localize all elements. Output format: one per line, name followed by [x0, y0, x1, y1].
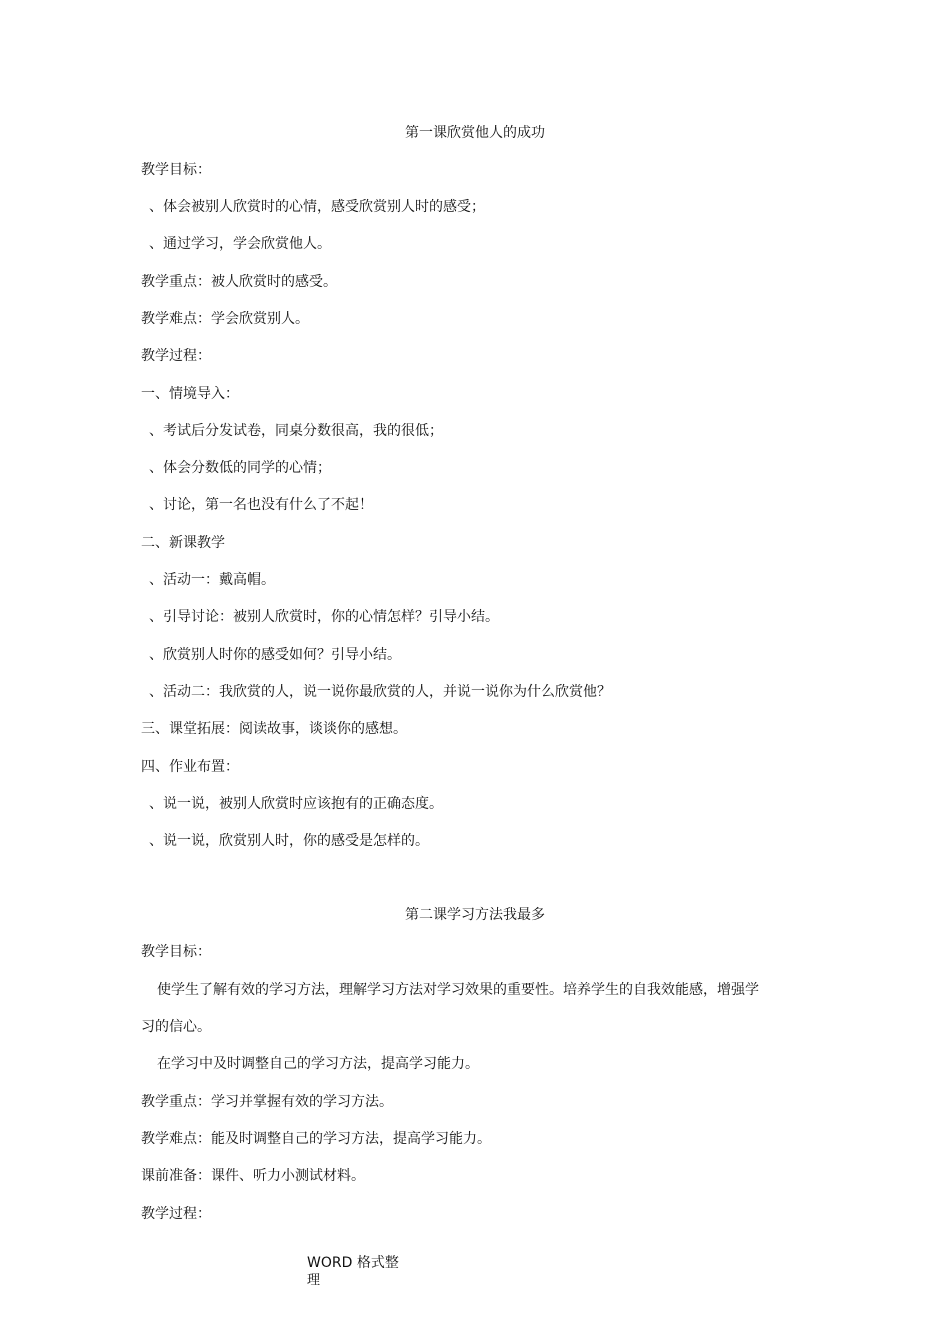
footer-line-1: WORD 格式整: [307, 1255, 399, 1271]
lesson1-list-item: 、说一说，被别人欣赏时应该抱有的正确态度。: [149, 796, 443, 812]
lesson1-section-heading: 四、作业布置：: [141, 759, 239, 775]
lesson2-process-heading: 教学过程：: [141, 1206, 211, 1222]
lesson1-objective-item: 、通过学习，学会欣赏他人。: [149, 236, 331, 252]
lesson1-title: 第一课欣赏他人的成功: [405, 125, 545, 141]
lesson1-objectives-heading: 教学目标：: [141, 162, 211, 178]
lesson1-process-heading: 教学过程：: [141, 348, 211, 364]
lesson1-list-item: 、讨论，第一名也没有什么了不起！: [149, 497, 373, 513]
lesson2-paragraph-continuation: 习的信心。: [141, 1019, 211, 1035]
lesson2-objectives-heading: 教学目标：: [141, 944, 211, 960]
lesson2-preparation: 课前准备：课件、听力小测试材料。: [141, 1168, 365, 1184]
lesson1-section-heading: 二、新课教学: [141, 535, 225, 551]
lesson1-key-point: 教学重点：被人欣赏时的感受。: [141, 274, 337, 290]
lesson2-paragraph: 在学习中及时调整自己的学习方法，提高学习能力。: [157, 1056, 479, 1072]
lesson1-list-item: 、欣赏别人时你的感受如何？引导小结。: [149, 647, 401, 663]
lesson2-title: 第二课学习方法我最多: [405, 907, 545, 923]
lesson2-paragraph: 使学生了解有效的学习方法，理解学习方法对学习效果的重要性。培养学生的自我效能感，增强学: [157, 982, 759, 998]
footer-line-2: 理: [307, 1273, 321, 1288]
lesson1-list-item: 、引导讨论：被别人欣赏时，你的心情怎样？引导小结。: [149, 609, 499, 625]
lesson1-difficulty: 教学难点：学会欣赏别人。: [141, 311, 309, 327]
lesson1-list-item: 、说一说，欣赏别人时，你的感受是怎样的。: [149, 833, 429, 849]
lesson1-objective-item: 、体会被别人欣赏时的心情，感受欣赏别人时的感受；: [149, 199, 485, 215]
lesson1-section-heading: 一、情境导入：: [141, 386, 239, 402]
lesson1-section-heading: 三、课堂拓展：阅读故事，谈谈你的感想。: [141, 721, 407, 737]
page-footer: [307, 1254, 399, 1290]
lesson1-list-item: 、活动一：戴高帽。: [149, 572, 275, 588]
lesson1-list-item: 、活动二：我欣赏的人，说一说你最欣赏的人，并说一说你为什么欣赏他？: [149, 684, 611, 700]
lesson2-key-point: 教学重点：学习并掌握有效的学习方法。: [141, 1094, 393, 1110]
lesson1-list-item: 、考试后分发试卷，同桌分数很高，我的很低；: [149, 423, 443, 439]
lesson2-difficulty: 教学难点：能及时调整自己的学习方法，提高学习能力。: [141, 1131, 491, 1147]
lesson1-list-item: 、体会分数低的同学的心情；: [149, 460, 331, 476]
